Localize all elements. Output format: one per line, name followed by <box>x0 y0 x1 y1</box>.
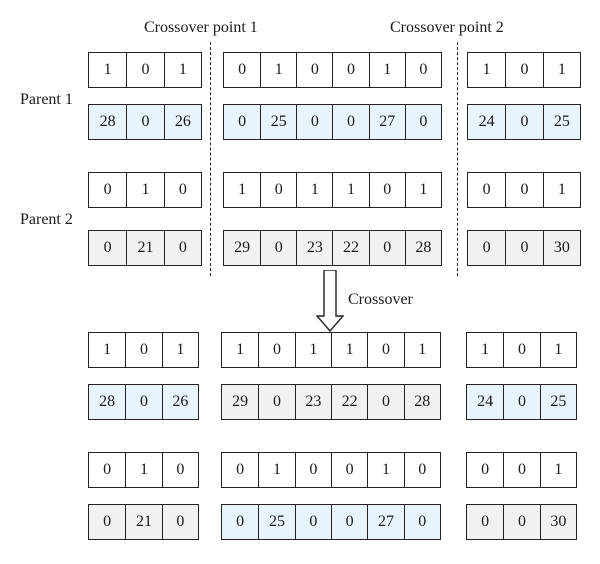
parent2-weights-segment-1 <box>88 230 202 266</box>
parent2-weights-segment-3 <box>467 230 581 266</box>
gene-weight-cell: 0 <box>295 505 331 539</box>
gene-weight-cell: 29 <box>224 231 260 265</box>
gene-bit-cell: 1 <box>224 173 260 207</box>
crossover-point-2-label: Crossover point 2 <box>390 19 504 36</box>
gene-bit-cell: 1 <box>331 333 367 367</box>
gene-bit-cell: 0 <box>503 333 539 367</box>
gene-bit-cell: 0 <box>467 453 503 487</box>
gene-weight-cell: 21 <box>126 231 163 265</box>
gene-bit-cell: 1 <box>404 333 440 367</box>
gene-bit-cell: 0 <box>164 173 201 207</box>
gene-bit-cell: 0 <box>295 453 331 487</box>
gene-weight-cell: 0 <box>224 105 260 139</box>
gene-bit-cell: 1 <box>295 333 331 367</box>
gene-bit-cell: 0 <box>296 53 332 87</box>
gene-bit-cell: 1 <box>367 453 403 487</box>
gene-weight-cell: 26 <box>164 105 201 139</box>
gene-weight-cell: 0 <box>367 385 403 419</box>
gene-bit-cell: 1 <box>540 453 576 487</box>
gene-bit-cell: 1 <box>369 53 405 87</box>
crossover-arrow-icon <box>316 270 344 332</box>
gene-weight-cell: 0 <box>89 505 125 539</box>
gene-weight-cell: 0 <box>505 231 542 265</box>
gene-bit-cell: 0 <box>331 453 367 487</box>
parent2-bits-segment-3 <box>467 172 581 208</box>
gene-bit-cell: 1 <box>405 173 441 207</box>
gene-bit-cell: 0 <box>224 53 260 87</box>
gene-weight-cell: 23 <box>296 231 332 265</box>
gene-weight-cell: 0 <box>164 231 201 265</box>
parent1-bits-segment-2 <box>223 52 442 88</box>
gene-weight-cell: 25 <box>260 105 296 139</box>
gene-bit-cell: 1 <box>162 333 198 367</box>
gene-bit-cell: 1 <box>222 333 258 367</box>
gene-bit-cell: 1 <box>540 333 576 367</box>
gene-bit-cell: 1 <box>296 173 332 207</box>
gene-bit-cell: 0 <box>162 453 198 487</box>
gene-weight-cell: 30 <box>540 505 576 539</box>
parent2-weights-segment-2 <box>223 230 442 266</box>
gene-weight-cell: 0 <box>467 505 503 539</box>
gene-weight-cell: 25 <box>540 385 576 419</box>
gene-bit-cell: 0 <box>125 333 161 367</box>
gene-weight-cell: 0 <box>125 385 161 419</box>
gene-bit-cell: 0 <box>405 53 441 87</box>
gene-weight-cell: 28 <box>89 385 125 419</box>
parent2-bits-segment-2 <box>223 172 442 208</box>
offspring2-bits-segment-1 <box>88 452 199 488</box>
gene-weight-cell: 27 <box>369 105 405 139</box>
gene-weight-cell: 0 <box>222 505 258 539</box>
gene-bit-cell: 0 <box>126 53 163 87</box>
gene-bit-cell: 1 <box>164 53 201 87</box>
gene-bit-cell: 1 <box>543 173 580 207</box>
gene-weight-cell: 0 <box>258 385 294 419</box>
gene-bit-cell: 1 <box>126 173 163 207</box>
offspring2-bits-segment-3 <box>466 452 577 488</box>
gene-bit-cell: 0 <box>404 453 440 487</box>
gene-bit-cell: 0 <box>260 173 296 207</box>
gene-weight-cell: 0 <box>468 231 505 265</box>
gene-bit-cell: 1 <box>89 53 126 87</box>
parent1-weights-segment-2 <box>223 104 442 140</box>
gene-bit-cell: 0 <box>367 333 403 367</box>
gene-weight-cell: 23 <box>295 385 331 419</box>
gene-weight-cell: 0 <box>404 505 440 539</box>
parent1-bits-segment-3 <box>467 52 581 88</box>
gene-bit-cell: 1 <box>467 333 503 367</box>
gene-weight-cell: 25 <box>543 105 580 139</box>
gene-weight-cell: 0 <box>505 105 542 139</box>
offspring1-bits-segment-1 <box>88 332 199 368</box>
gene-weight-cell: 0 <box>162 505 198 539</box>
gene-bit-cell: 0 <box>468 173 505 207</box>
offspring1-weights-segment-1 <box>88 384 199 420</box>
gene-bit-cell: 0 <box>89 453 125 487</box>
offspring2-weights-segment-3 <box>466 504 577 540</box>
offspring2-bits-segment-2 <box>221 452 441 488</box>
gene-weight-cell: 28 <box>89 105 126 139</box>
gene-weight-cell: 29 <box>222 385 258 419</box>
gene-bit-cell: 0 <box>222 453 258 487</box>
gene-weight-cell: 0 <box>332 105 368 139</box>
gene-weight-cell: 0 <box>405 105 441 139</box>
parent1-weights-segment-3 <box>467 104 581 140</box>
crossover-point-1-label: Crossover point 1 <box>144 19 258 36</box>
offspring1-bits-segment-2 <box>221 332 441 368</box>
gene-bit-cell: 0 <box>89 173 126 207</box>
gene-bit-cell: 1 <box>468 53 505 87</box>
gene-bit-cell: 0 <box>369 173 405 207</box>
offspring2-weights-segment-1 <box>88 504 199 540</box>
gene-bit-cell: 0 <box>258 333 294 367</box>
gene-weight-cell: 26 <box>162 385 198 419</box>
gene-weight-cell: 22 <box>331 385 367 419</box>
gene-bit-cell: 0 <box>505 173 542 207</box>
gene-weight-cell: 25 <box>258 505 294 539</box>
parent1-weights-segment-1 <box>88 104 202 140</box>
offspring2-weights-segment-2 <box>221 504 441 540</box>
gene-weight-cell: 0 <box>260 231 296 265</box>
gene-weight-cell: 21 <box>125 505 161 539</box>
gene-weight-cell: 27 <box>367 505 403 539</box>
gene-weight-cell: 0 <box>296 105 332 139</box>
parent2-bits-segment-1 <box>88 172 202 208</box>
gene-bit-cell: 0 <box>503 453 539 487</box>
gene-weight-cell: 0 <box>503 385 539 419</box>
crossover-label: Crossover <box>348 291 413 308</box>
gene-weight-cell: 0 <box>126 105 163 139</box>
gene-weight-cell: 28 <box>404 385 440 419</box>
parent1-bits-segment-1 <box>88 52 202 88</box>
gene-bit-cell: 1 <box>89 333 125 367</box>
gene-weight-cell: 22 <box>332 231 368 265</box>
gene-weight-cell: 30 <box>543 231 580 265</box>
offspring1-weights-segment-2 <box>221 384 441 420</box>
crossover-point-2-line <box>457 42 458 276</box>
gene-bit-cell: 1 <box>543 53 580 87</box>
gene-bit-cell: 0 <box>332 53 368 87</box>
gene-weight-cell: 28 <box>405 231 441 265</box>
gene-weight-cell: 24 <box>468 105 505 139</box>
gene-weight-cell: 0 <box>369 231 405 265</box>
offspring1-weights-segment-3 <box>466 384 577 420</box>
crossover-point-1-line <box>210 42 211 276</box>
gene-bit-cell: 1 <box>332 173 368 207</box>
offspring1-bits-segment-3 <box>466 332 577 368</box>
parent-1-label: Parent 1 <box>20 91 73 108</box>
gene-weight-cell: 24 <box>467 385 503 419</box>
gene-bit-cell: 1 <box>258 453 294 487</box>
gene-weight-cell: 0 <box>89 231 126 265</box>
gene-bit-cell: 1 <box>260 53 296 87</box>
parent-2-label: Parent 2 <box>20 211 73 228</box>
gene-weight-cell: 0 <box>331 505 367 539</box>
gene-bit-cell: 1 <box>125 453 161 487</box>
gene-bit-cell: 0 <box>505 53 542 87</box>
gene-weight-cell: 0 <box>503 505 539 539</box>
